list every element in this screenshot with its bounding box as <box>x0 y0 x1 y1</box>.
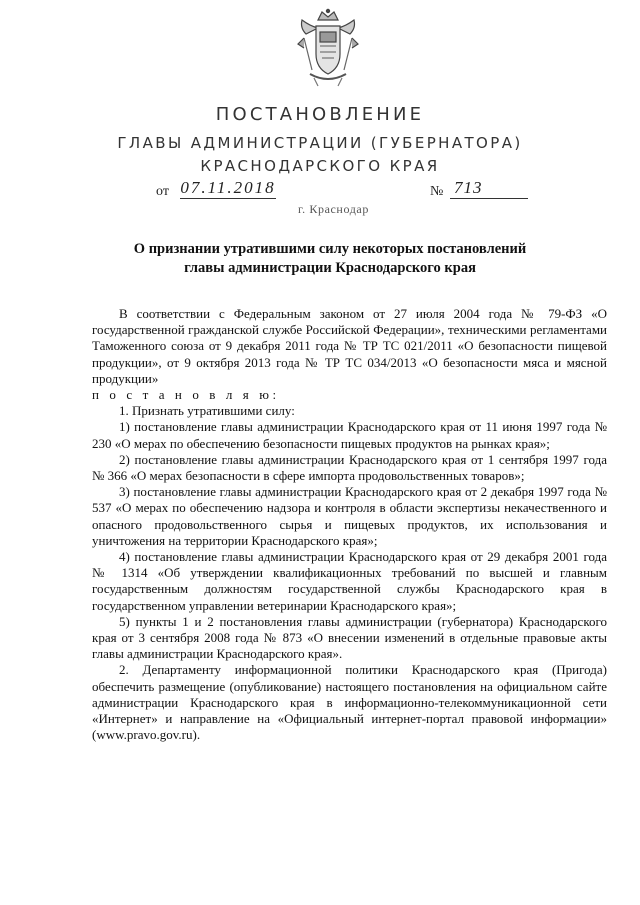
sub-item-1: 1) постановление главы администрации Краснодарского края от 11 июня 1997 года № 230 «О мерах по обеспечению безопасности пищевых продуктов на рынках края»; <box>92 419 607 451</box>
document-body <box>92 306 607 743</box>
item-1: 1. Признать утратившими силу: <box>119 403 295 419</box>
sub-item-5: 5) пункты 1 и 2 постановления главы администрации (губернатора) Краснодарского края от 3 сентября 2008 года № 873 «О внесении изменений в отдельные правовые акты главы администрации Краснодарского края». <box>92 613 607 662</box>
document-date: 07.11.2018 <box>180 178 276 197</box>
sub-item-2: 2) постановление главы администрации Краснодарского края от 1 сентября 1997 года № 366 «О мерах безопасности в сфере импорта продовольственных товаров»; <box>92 451 607 484</box>
preamble-paragraph: В соответствии с Федеральным законом от 27 июля 2004 года № 79-ФЗ «О государственной гражданской службе Российской Федерации», техническими регламентами Таможенного союза от 9 декабря 2011 года № ТР ТС 021/2011 «О безопасности пищевой продукции», от 9 октября 2013 года № ТР ТС 034/2013 «О безопасности мяса и мясной продукции» <box>92 306 607 386</box>
sub-item-4: 4) постановление главы администрации Краснодарского края от 29 декабря 2001 года № 1314 «Об утверждении квалификационных требований по высшей и главным государственным должностям государственной службы Краснодарского края в государственном управлении ветеринарии Краснодарского края»; <box>92 549 607 613</box>
document-type-heading: ПОСТАНОВЛЕНИЕ <box>215 104 425 125</box>
title-line-1: О признании утратившими силу некоторых постановлений <box>133 241 527 257</box>
title-line-2: главы администрации Краснодарского края <box>184 260 476 276</box>
item-2: 2. Департаменту информационной политики Краснодарского края (Пригода) обеспечить размещение (опубликование) настоящего постановления на официальном сайте администрации Краснодарского края в информационно-телекоммуникационной сети «Интернет» и направление на «Официальный интернет-портал правовой информации» (www.pravo.gov.ru). <box>92 662 607 743</box>
issue-place: г. Краснодар <box>298 202 369 216</box>
decree-word: п о с т а н о в л я ю: <box>92 387 280 403</box>
sub-item-3: 3) постановление главы администрации Краснодарского края от 2 декабря 1997 года № 537 «О мерах по обеспечению надзора и контроля в области экспертизы некачественного и опасного продовольственного сырья и пищевых продуктов, их использования и уничтожения на территории Краснодарского края»; <box>92 484 607 548</box>
region-heading: КРАСНОДАРСКОГО КРАЯ <box>200 157 440 175</box>
issuer-heading: ГЛАВЫ АДМИНИСТРАЦИИ (ГУБЕРНАТОРА) <box>117 134 523 152</box>
coat-of-arms-icon <box>296 8 360 88</box>
document-title <box>100 240 560 278</box>
number-label: № <box>430 184 444 199</box>
document-number: 713 <box>450 178 528 199</box>
date-label: от <box>156 184 169 199</box>
